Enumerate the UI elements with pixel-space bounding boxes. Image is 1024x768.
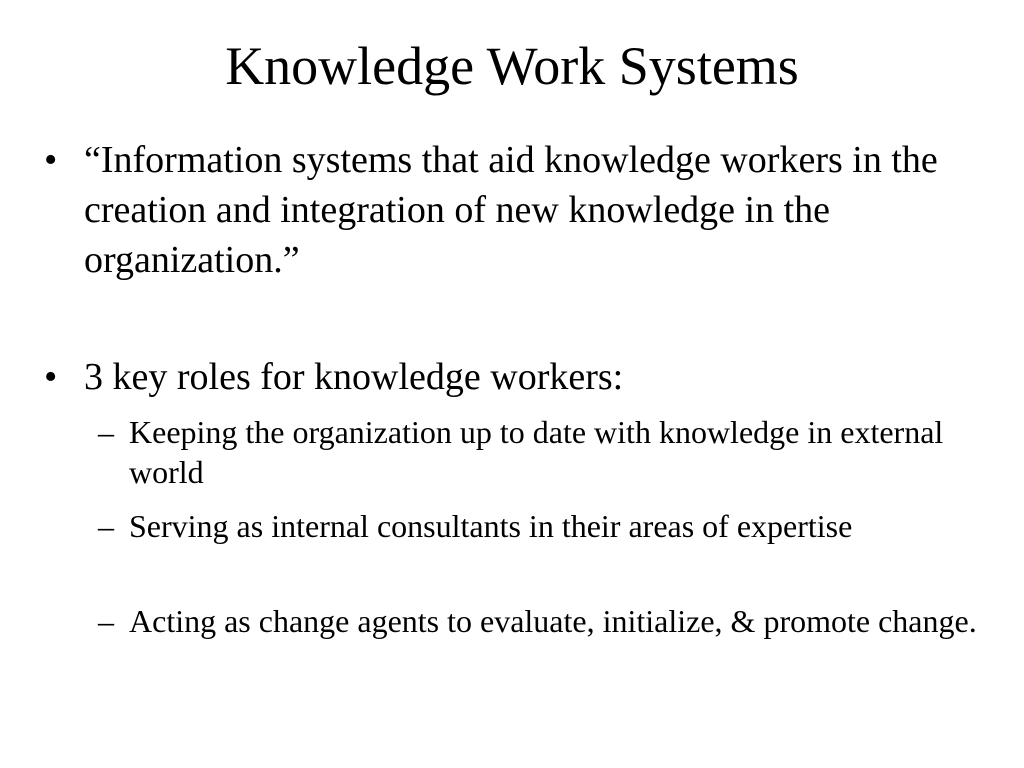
bullet-marker: • — [44, 356, 58, 398]
bullet-item-definition — [44, 135, 964, 285]
bullet-item-roles — [44, 352, 964, 402]
sub-bullet-text: Serving as internal consultants in their areas of expertise — [129, 508, 853, 544]
slide-title: Knowledge Work Systems — [225, 36, 799, 96]
sub-bullet-text: Keeping the organization up to date with knowledge in external world — [129, 414, 944, 490]
sub-bullet-text: Acting as change agents to evaluate, initialize, & promote change. — [129, 603, 977, 639]
bullet-text: “Information systems that aid knowledge workers in the creation and integration of new knowledge in the organization.” — [84, 139, 938, 281]
sub-bullet-item-consultants — [98, 506, 978, 546]
bullet-marker: • — [44, 139, 58, 181]
sub-bullet-item-change-agents — [98, 601, 978, 641]
dash-marker: – — [98, 414, 114, 450]
sub-bullet-item-external — [98, 412, 978, 492]
bullet-text: 3 key roles for knowledge workers: — [84, 356, 624, 398]
dash-marker: – — [98, 603, 114, 639]
dash-marker: – — [98, 508, 114, 544]
